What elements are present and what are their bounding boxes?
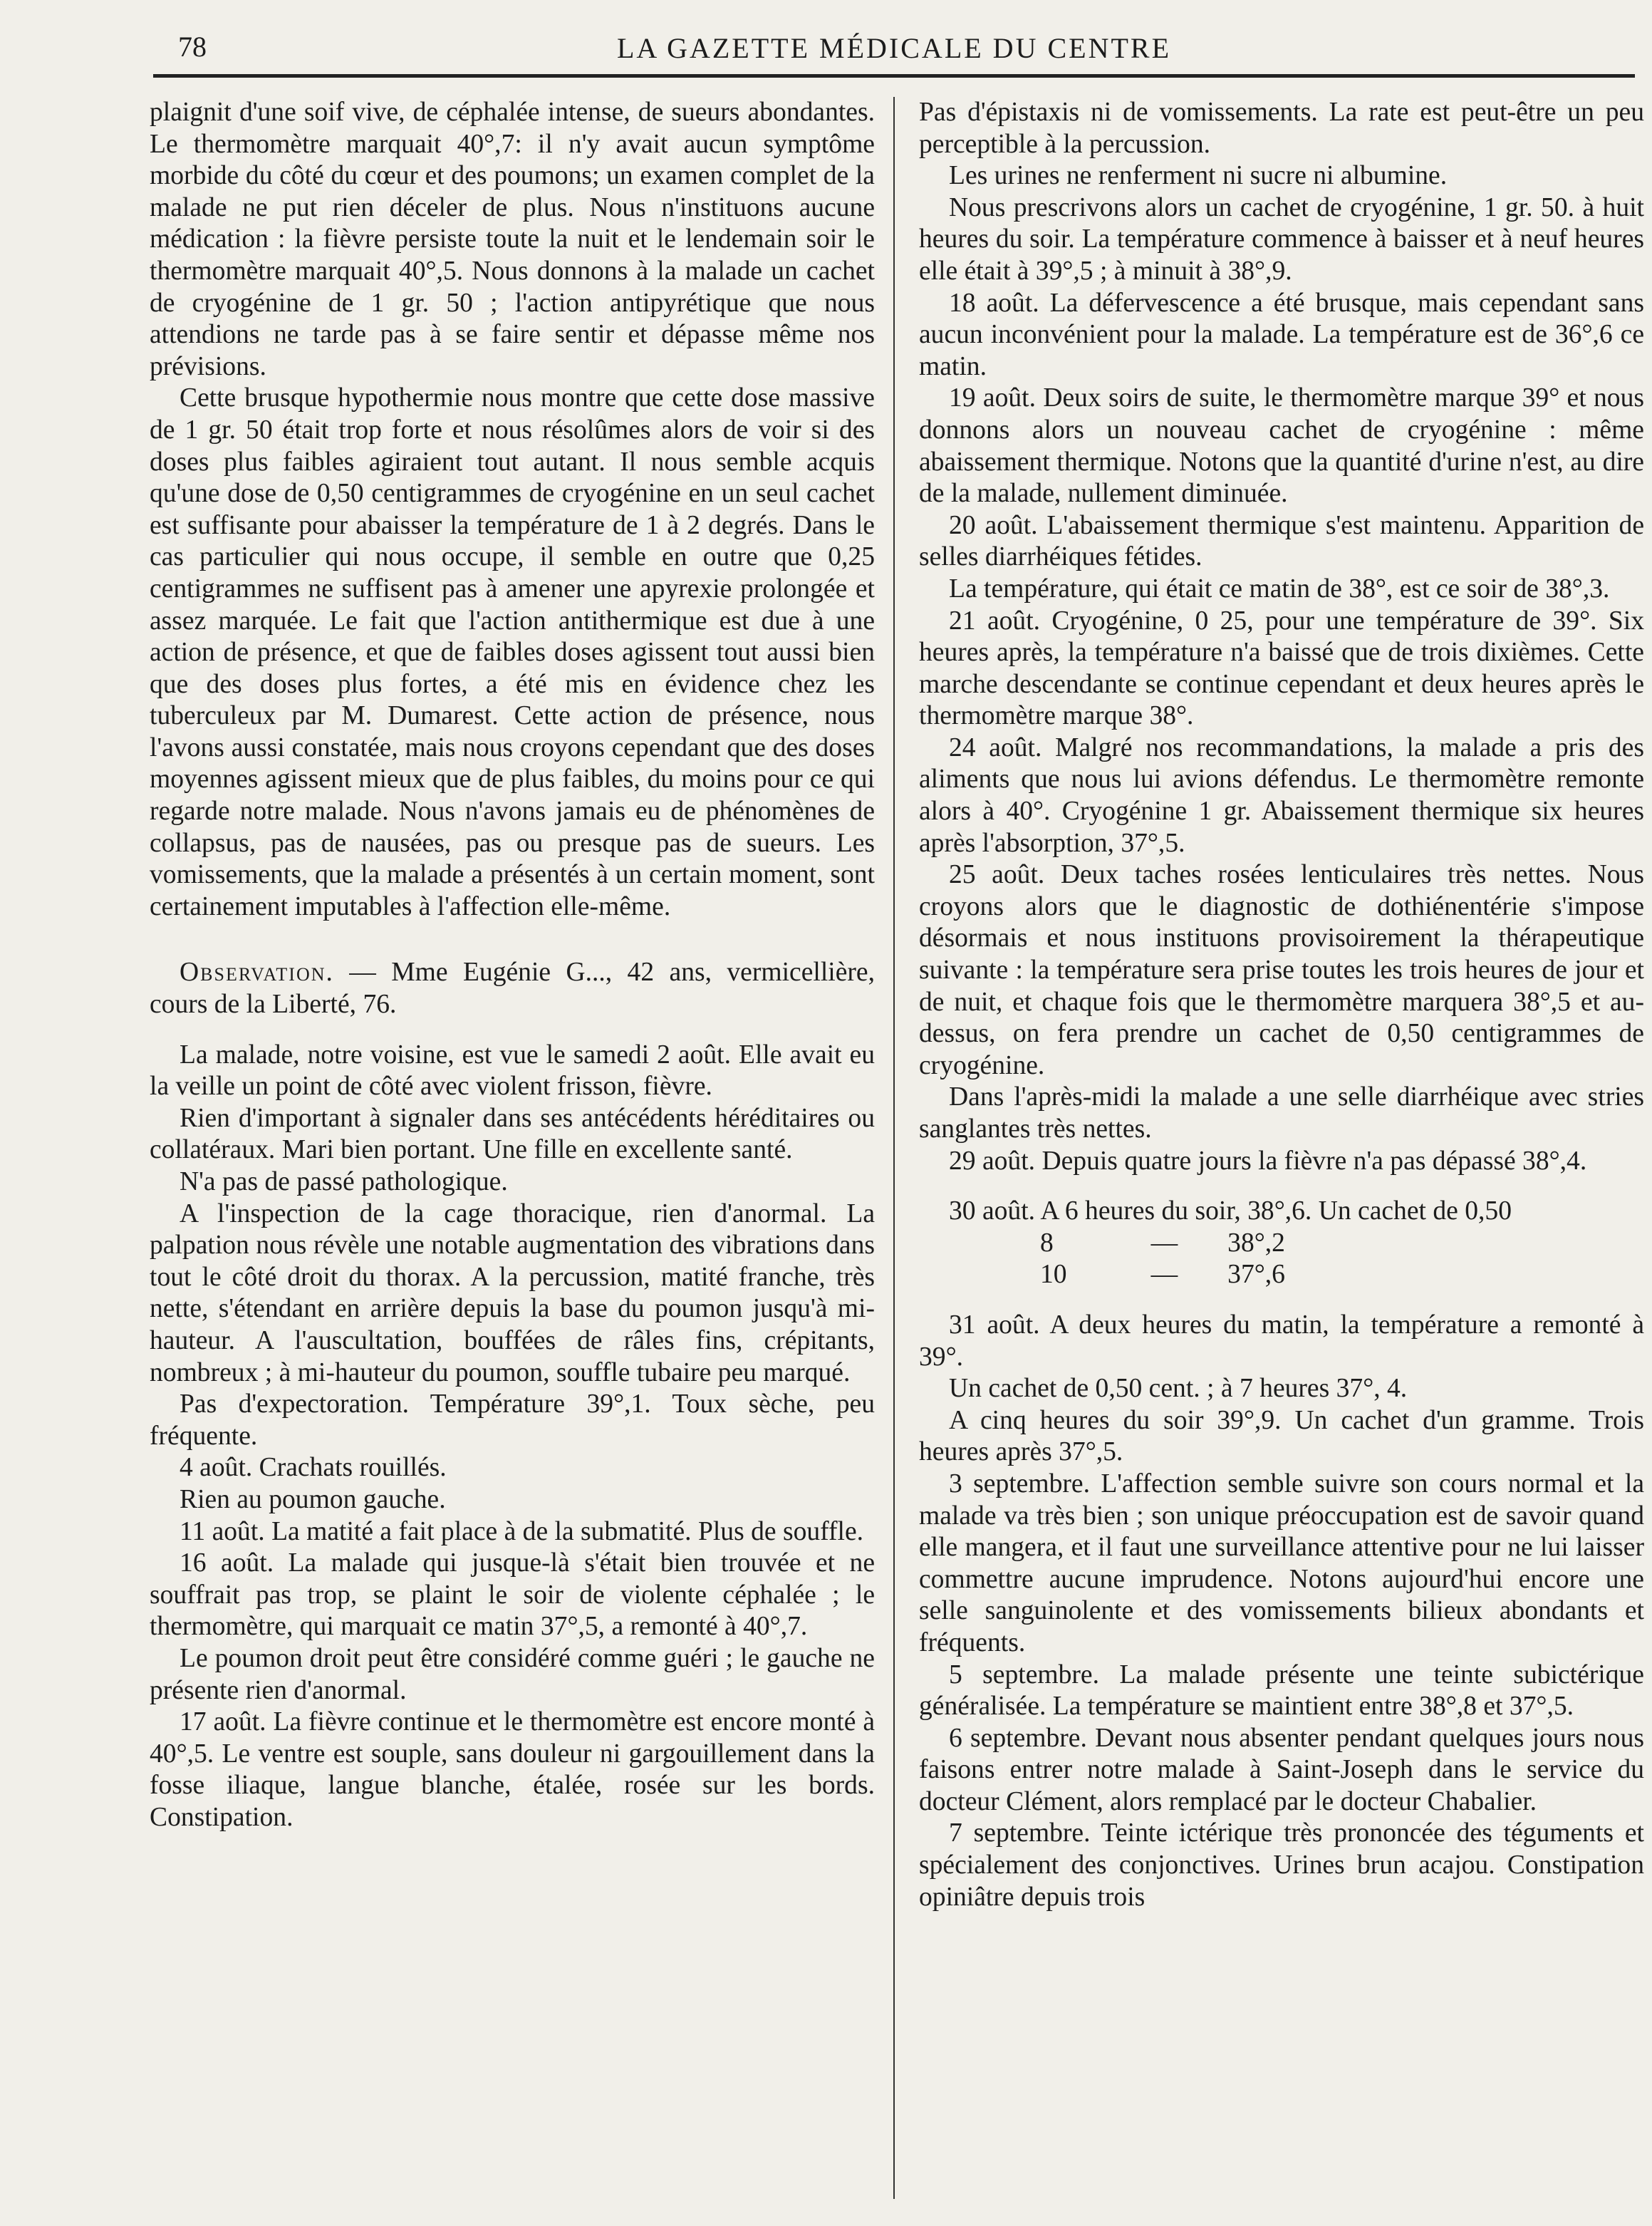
paragraph: 31 août. A deux heures du matin, la température a remonté à 39°. (919, 1310, 1644, 1372)
column-divider (893, 97, 895, 2199)
paragraph: 7 septembre. Teinte ictérique très prononcée des téguments et spécialement des conjonctives. Urines brun acajou. Constipation opiniâtre depuis trois (919, 1818, 1644, 1912)
temperature-table (1040, 1228, 1312, 1291)
header-rule (153, 74, 1635, 78)
table-cell: 10 (1040, 1260, 1067, 1290)
paragraph: 17 août. La fièvre continue et le thermomètre est encore monté à 40°,5. Le ventre est souple, sans douleur ni gargouillement dans la fosse iliaque, langue blanche, étalée, rosée sur les bords. Constipation. (150, 1707, 875, 1832)
paragraph: 24 août. Malgré nos recommandations, la malade a pris des aliments que nous lui avions défendus. Le thermomètre remonte alors à 40°. Cryogénine 1 gr. Abaissement thermique six heures après l'absorption, 37°,5. (919, 732, 1644, 858)
paragraph: La température, qui était ce matin de 38°, est ce soir de 38°,3. (949, 574, 1610, 604)
paragraph: Les urines ne renferment ni sucre ni albumine. (949, 161, 1448, 191)
paragraph: 3 septembre. L'affection semble suivre son cours normal et la malade va très bien ; son unique préoccupation est de savoir quand elle mangera, et il faut une surveillance attentive pour ne lui laisser commettre aucune imprudence. Notons aujourd'hui encore une selle sanguinolente et des vomissements bilieux abondants et fréquents. (919, 1469, 1644, 1657)
paragraph: Pas d'épistaxis ni de vomissements. La rate est peut-être un peu perceptible à la percussion. (919, 98, 1644, 159)
paragraph: Dans l'après-midi la malade a une selle diarrhéique avec stries sanglantes très nettes. (919, 1082, 1644, 1144)
paragraph: 11 août. La matité a fait place à de la submatité. Plus de souffle. (180, 1516, 864, 1546)
paragraph: 21 août. Cryogénine, 0 25, pour une température de 39°. Six heures après, la température n'a baissé que de trois dixièmes. Cette marche descendante se continue cependant et deux heures après le thermomètre marque 38°. (919, 606, 1644, 731)
paragraph: 19 août. Deux soirs de suite, le thermomètre marque 39° et nous donnons alors un nouveau cachet de cryogénine : même abaissement thermique. Notons que la quantité d'urine n'est, au dire de la malade, nullement diminuée. (919, 383, 1644, 509)
table-cell: — (1150, 1260, 1178, 1290)
paragraph: Un cachet de 0,50 cent. ; à 7 heures 37°, 4. (949, 1374, 1408, 1404)
table-cell: 38°,2 (1227, 1228, 1285, 1258)
paragraph: Le poumon droit peut être considéré comme guéri ; le gauche ne présente rien d'anormal. (150, 1643, 875, 1705)
table-row (1040, 1228, 1312, 1260)
paragraph: 6 septembre. Devant nous absenter pendant quelques jours nous faisons entrer notre malade à Saint-Joseph dans le service du docteur Clément, alors remplacé par le docteur Chabalier. (919, 1723, 1644, 1816)
observation-label: Observation. (180, 958, 334, 988)
paragraph: 29 août. Depuis quatre jours la fièvre n'a pas dépassé 38°,4. (949, 1146, 1587, 1176)
paragraph: A cinq heures du soir 39°,9. Un cachet d'un gramme. Trois heures après 37°,5. (919, 1405, 1644, 1467)
paragraph: 25 août. Deux taches rosées lenticulaires très nettes. Nous croyons alors que le diagnostic de dothiénentérie s'impose désormais et nous instituons provisoirement la thérapeutique suivante : la température sera prise toutes les trois heures de jour et de nuit, et chaque fois que le thermomètre marquera 38°,5 et au-dessus, on fera prendre un cachet de 0,50 centigrammes de cryogénine. (919, 860, 1644, 1080)
spacer (150, 923, 875, 957)
spacer (919, 1177, 1644, 1196)
table-cell: — (1150, 1228, 1178, 1258)
table-cell: 8 (1040, 1228, 1054, 1258)
paragraph: La malade, notre voisine, est vue le samedi 2 août. Elle avait eu la veille un point de côté avec violent frisson, fièvre. (150, 1040, 875, 1102)
paragraph: Nous prescrivons alors un cachet de cryogénine, 1 gr. 50. à huit heures du soir. La température commence à baisser et à neuf heures elle était à 39°,5 ; à minuit à 38°,9. (919, 192, 1644, 286)
paragraph: Rien au poumon gauche. (180, 1484, 446, 1514)
table-row (1040, 1259, 1312, 1291)
paragraph: 4 août. Crachats rouillés. (180, 1453, 447, 1483)
right-column (919, 97, 1644, 1913)
paragraph: 20 août. L'abaissement thermique s'est maintenu. Apparition de selles diarrhéiques fétides. (919, 510, 1644, 572)
spacer (919, 1291, 1644, 1310)
paragraph: A l'inspection de la cage thoracique, rien d'anormal. La palpation nous révèle une notable augmentation des vibrations dans tout le côté droit du thorax. A la percussion, matité franche, très nette, s'étendant en arrière depuis la base du poumon jusqu'à mi-hauteur. A l'auscultation, bouffées de râles fins, crépitants, nombreux ; à mi-hauteur du poumon, souffle tubaire peu marqué. (150, 1199, 875, 1387)
paragraph: Pas d'expectoration. Température 39°,1. Toux sèche, peu fréquente. (150, 1389, 875, 1451)
paragraph: 16 août. La malade qui jusque-là s'était bien trouvée et ne souffrait pas trop, se plaint le soir de violente céphalée ; le thermomètre, qui marquait ce matin 37°,5, a remonté à 40°,7. (150, 1548, 875, 1642)
observation-heading (150, 957, 875, 1020)
paragraph: 30 août. A 6 heures du soir, 38°,6. Un cachet de 0,50 (949, 1196, 1512, 1226)
observation-patient: — Mme Eugénie G..., 42 ans, vermicellière, cours de la Liberté, 76. (150, 958, 875, 1020)
paragraph: Rien d'important à signaler dans ses antécédents héréditaires ou collatéraux. Mari bien portant. Une fille en excellente santé. (150, 1103, 875, 1165)
paragraph: N'a pas de passé pathologique. (180, 1167, 508, 1196)
table-cell: 37°,6 (1227, 1260, 1285, 1290)
left-column (150, 97, 875, 1833)
spacer (150, 1021, 875, 1040)
running-title: LA GAZETTE MÉDICALE DU CENTRE (616, 32, 1171, 64)
paragraph: 5 septembre. La malade présente une teinte subictérique généralisée. La température se maintient entre 38°,8 et 37°,5. (919, 1660, 1644, 1722)
page-header (150, 21, 1638, 78)
paragraph: Cette brusque hypothermie nous montre que cette dose massive de 1 gr. 50 était trop forte et nous résolûmes alors de voir si des doses plus faibles agiraient tout autant. Il nous semble acquis qu'une dose de 0,50 centigrammes de cryogénine en un seul cachet est suffisante pour abaisser la température de 1 à 2 degrés. Dans le cas particulier qui nous occupe, il semble en outre que 0,25 centigrammes ne suffisent pas à amener une apyrexie prolongée et assez marquée. Le fait que l'action antithermique est due à une action de présence, et que de faibles doses agissent tout aussi bien que des doses plus fortes, a été mis en évidence chez les tuberculeux par M. Dumarest. Cette action de présence, nous l'avons aussi constatée, mais nous croyons cependant que des doses moyennes agissent mieux que de plus faibles, du moins pour ce qui regarde notre malade. Nous n'avons jamais eu de phénomènes de collapsus, pas de nausées, pas ou presque pas de sueurs. Les vomissements, que la malade a présentés à un certain moment, sont certainement imputables à l'affection elle-même. (150, 383, 875, 921)
page-number: 78 (178, 31, 207, 63)
paragraph: plaignit d'une soif vive, de céphalée intense, de sueurs abondantes. Le thermomètre marquait 40°,7: il n'y avait aucun symptôme morbide du côté du cœur et des poumons; un examen complet de la malade ne put rien déceler de plus. Nous n'instituons aucune médication : la fièvre persiste toute la nuit et le lendemain soir le thermomètre marquait 40°,5. Nous donnons à la malade un cachet de cryogénine de 1 gr. 50 ; l'action antipyrétique que nous attendions ne tarde pas à se faire sentir et dépasse même nos prévisions. (150, 98, 875, 381)
paragraph: 18 août. La défervescence a été brusque, mais cependant sans aucun inconvénient pour la malade. La température est de 36°,6 ce matin. (919, 288, 1644, 381)
